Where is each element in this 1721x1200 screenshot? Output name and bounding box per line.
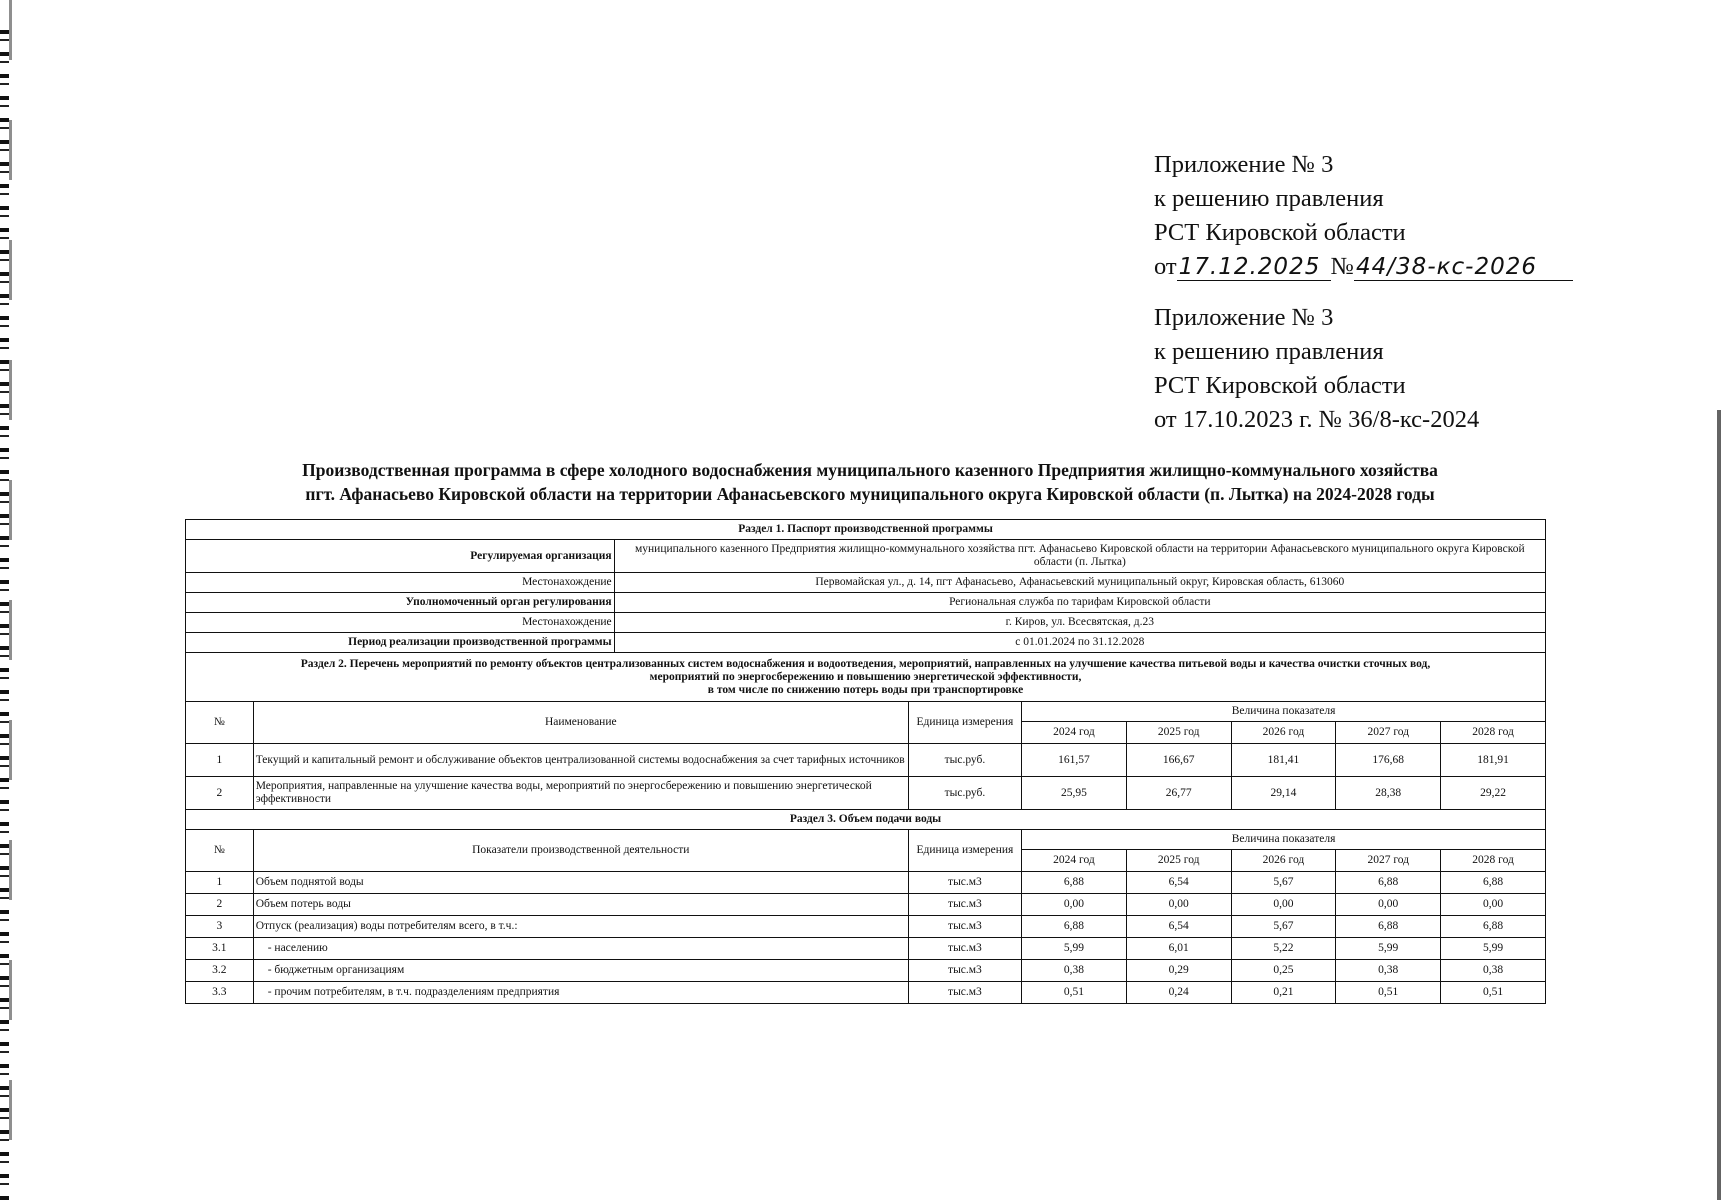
row-value: 29,14 [1231,777,1336,810]
row-value: 0,00 [1231,894,1336,916]
row-unit: тыс.руб. [908,777,1021,810]
section1-value: муниципального казенного Предприятия жилищно-коммунального хозяйства пгт. Афанасьево Кировской области на территории Афанасьевского муниципального округа Кировской области (п. Лытка) [614,540,1545,573]
scan-edge-artifact-secondary [9,0,12,1200]
document-title [200,458,1540,506]
row-value: 0,29 [1126,960,1231,982]
row-value: 166,67 [1126,744,1231,777]
production-program-table [185,519,1546,1004]
row-name: - населению [253,938,908,960]
section2-year: 2024 год [1022,722,1127,744]
appendix-previous-line4: от 17.10.2023 г. № 36/8-кс-2024 [1154,406,1480,433]
row-value: 5,99 [1441,938,1546,960]
appendix-current-line3: РСТ Кировской области [1154,219,1406,246]
row-value: 0,00 [1441,894,1546,916]
scan-right-edge-artifact [1717,410,1721,1200]
row-value: 0,51 [1336,982,1441,1004]
handwritten-number: 44/38-кс-2026 [1354,254,1573,281]
section1-value: Региональная служба по тарифам Кировской области [614,593,1545,613]
appendix-previous-line1: Приложение № 3 [1154,304,1334,331]
section1-label: Уполномоченный орган регулирования [186,593,615,613]
row-value: 26,77 [1126,777,1231,810]
row-name: Отпуск (реализация) воды потребителям всего, в т.ч.: [253,916,908,938]
table-row [186,960,1546,982]
row-value: 6,54 [1126,916,1231,938]
appendix-from-prefix: от [1154,253,1177,280]
section3-col-unit: Единица измерения [908,830,1021,872]
section3-year: 2024 год [1022,850,1127,872]
section3-col-no: № [186,830,254,872]
section1-heading: Раздел 1. Паспорт производственной программы [186,520,1546,540]
section2-year: 2025 год [1126,722,1231,744]
row-value: 6,88 [1441,916,1546,938]
row-name: - прочим потребителям, в т.ч. подразделениям предприятия [253,982,908,1004]
section2-year: 2028 год [1441,722,1546,744]
row-value: 29,22 [1441,777,1546,810]
appendix-current-line4 [1154,250,1574,284]
appendix-previous-line2: к решению правления [1154,338,1384,365]
appendix-previous-line3: РСТ Кировской области [1154,372,1406,399]
section2-col-unit: Единица измерения [908,702,1021,744]
table-row [186,744,1546,777]
row-value: 181,91 [1441,744,1546,777]
row-value: 0,38 [1336,960,1441,982]
row-unit: тыс.м3 [908,938,1021,960]
row-name: Мероприятия, направленные на улучшение качества воды, мероприятий по энергосбережению и повышению энергетической эффективности [253,777,908,810]
appendix-current [1154,148,1574,284]
row-no: 3.1 [186,938,254,960]
row-no: 1 [186,744,254,777]
appendix-current-line2: к решению правления [1154,185,1384,212]
section2-year: 2026 год [1231,722,1336,744]
section2-year: 2027 год [1336,722,1441,744]
row-value: 6,88 [1022,872,1127,894]
section1-label: Регулируемая организация [186,540,615,573]
row-value: 6,54 [1126,872,1231,894]
appendix-previous [1154,301,1574,437]
row-name: Текущий и капитальный ремонт и обслуживание объектов централизованной системы водоснабжения за счет тарифных источников [253,744,908,777]
row-no: 2 [186,894,254,916]
row-value: 0,24 [1126,982,1231,1004]
document-title-line2: пгт. Афанасьево Кировской области на территории Афанасьевского муниципального округа Кировской области (п. Лытка) на 2024-2028 годы [305,484,1435,504]
row-value: 0,38 [1022,960,1127,982]
document-title-line1: Производственная программа в сфере холодного водоснабжения муниципального казенного Предприятия жилищно-коммунального хозяйства [302,460,1438,480]
appendix-num-prefix: № [1330,253,1355,280]
row-value: 6,88 [1441,872,1546,894]
table-row [186,916,1546,938]
row-value: 181,41 [1231,744,1336,777]
row-no: 1 [186,872,254,894]
section1-value: с 01.01.2024 по 31.12.2028 [614,633,1545,653]
row-value: 0,51 [1022,982,1127,1004]
scan-edge-artifact [0,30,9,1200]
section2-col-no: № [186,702,254,744]
row-value: 6,88 [1336,916,1441,938]
row-value: 161,57 [1022,744,1127,777]
row-no: 2 [186,777,254,810]
section3-col-name: Показатели производственной деятельности [253,830,908,872]
table-row [186,894,1546,916]
section3-year: 2025 год [1126,850,1231,872]
row-unit: тыс.м3 [908,982,1021,1004]
row-value: 6,88 [1336,872,1441,894]
row-no: 3 [186,916,254,938]
row-name: Объем потерь воды [253,894,908,916]
section1-label: Местонахождение [186,613,615,633]
row-value: 6,01 [1126,938,1231,960]
row-value: 0,51 [1441,982,1546,1004]
section3-year: 2028 год [1441,850,1546,872]
row-value: 5,67 [1231,872,1336,894]
row-value: 5,67 [1231,916,1336,938]
row-unit: тыс.м3 [908,916,1021,938]
row-no: 3.2 [186,960,254,982]
row-value: 5,99 [1022,938,1127,960]
row-value: 5,99 [1336,938,1441,960]
row-value: 5,22 [1231,938,1336,960]
table-row [186,938,1546,960]
row-name: - бюджетным организациям [253,960,908,982]
table-row [186,872,1546,894]
row-value: 176,68 [1336,744,1441,777]
row-name: Объем поднятой воды [253,872,908,894]
row-unit: тыс.руб. [908,744,1021,777]
section3-col-value: Величина показателя [1022,830,1546,850]
section2-heading-line1: Раздел 2. Перечень мероприятий по ремонту объектов централизованных систем водоснабжения и водоотведения, мероприятий, направленных на улучшение качества питьевой воды и качества очистки сточных вод, [300,657,1431,670]
section2-heading [186,653,1546,702]
section1-value: г. Киров, ул. Всесвятская, д.23 [614,613,1545,633]
section3-year: 2027 год [1336,850,1441,872]
section2-col-name: Наименование [253,702,908,744]
section1-label: Период реализации производственной программы [186,633,615,653]
row-value: 28,38 [1336,777,1441,810]
section2-heading-line2: мероприятий по энергосбережению и повышению энергетической эффективности, [649,670,1082,683]
row-value: 25,95 [1022,777,1127,810]
row-value: 0,38 [1441,960,1546,982]
handwritten-date: 17.12.2025 [1177,254,1331,281]
section1-label: Местонахождение [186,573,615,593]
row-value: 0,21 [1231,982,1336,1004]
section1-value: Первомайская ул., д. 14, пгт Афанасьево, Афанасьевский муниципальный округ, Кировская область, 613060 [614,573,1545,593]
row-value: 0,25 [1231,960,1336,982]
row-value: 6,88 [1022,916,1127,938]
appendix-current-line1: Приложение № 3 [1154,151,1334,178]
row-unit: тыс.м3 [908,894,1021,916]
row-unit: тыс.м3 [908,872,1021,894]
row-value: 0,00 [1336,894,1441,916]
section3-heading: Раздел 3. Объем подачи воды [186,810,1546,830]
section2-col-value: Величина показателя [1022,702,1546,722]
section2-heading-line3: в том числе по снижению потерь воды при транспортировке [707,683,1024,696]
table-row [186,777,1546,810]
table-row [186,982,1546,1004]
row-value: 0,00 [1022,894,1127,916]
row-no: 3.3 [186,982,254,1004]
row-unit: тыс.м3 [908,960,1021,982]
row-value: 0,00 [1126,894,1231,916]
section3-year: 2026 год [1231,850,1336,872]
